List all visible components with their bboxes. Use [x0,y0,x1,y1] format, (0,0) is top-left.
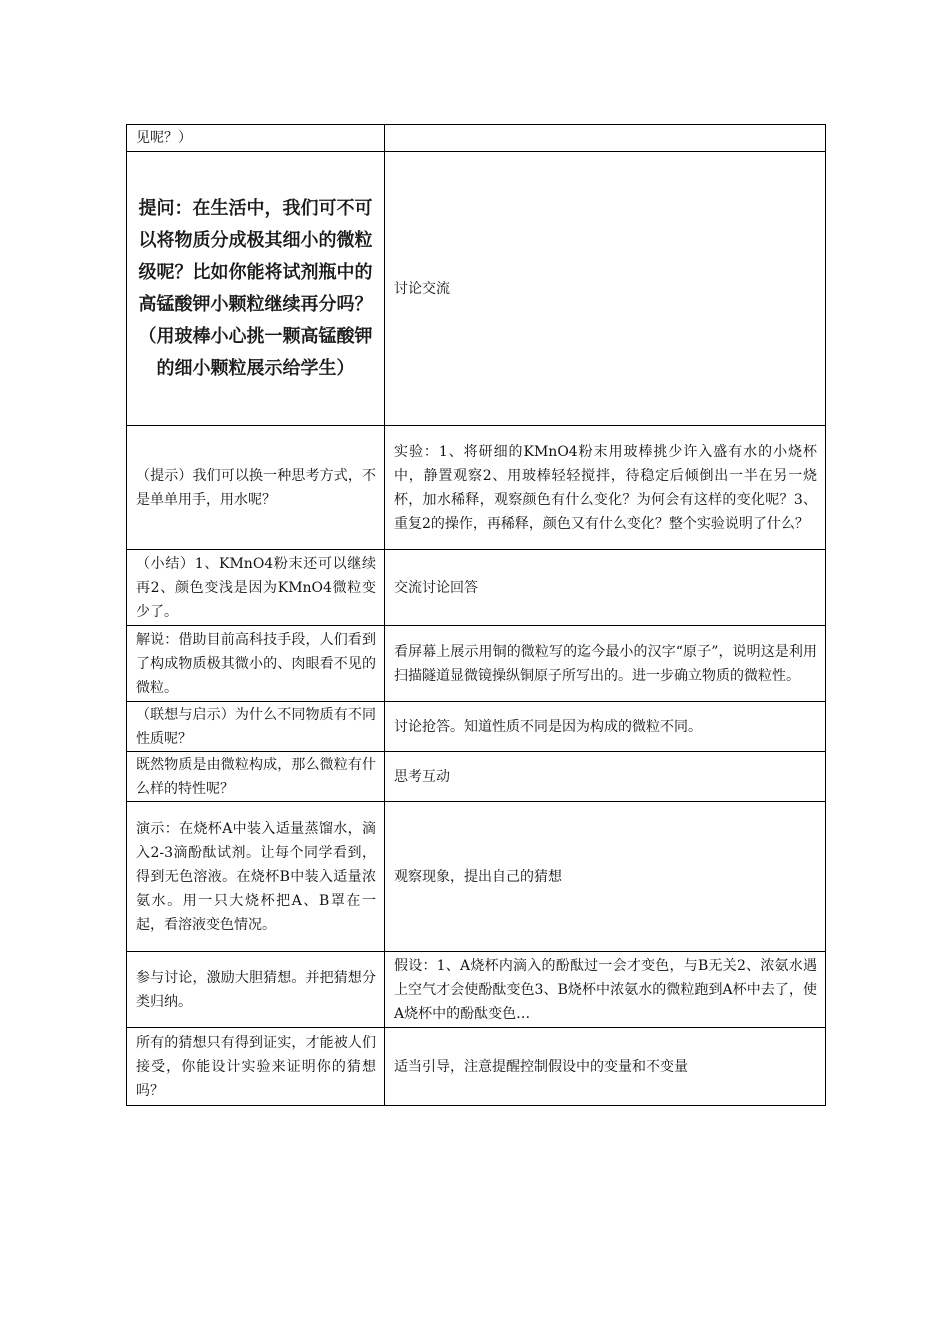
table-cell-left: 演示：在烧杯A中装入适量蒸馏水，滴入2-3滴酚酞试剂。让每个同学看到，得到无色溶液。在烧杯B中装入适量浓氨水。用一只大烧杯把A、B罩在一起，看溶液变色情况。 [127,802,385,952]
table-cell-right: 讨论抢答。知道性质不同是因为构成的微粒不同。 [385,702,826,752]
table-cell-left: 所有的猜想只有得到证实，才能被人们接受，你能设计实验来证明你的猜想吗？ [127,1028,385,1106]
table-cell-right: 讨论交流 [385,152,826,426]
table-row [127,752,826,802]
table-cell-left: 参与讨论，激励大胆猜想。并把猜想分类归纳。 [127,952,385,1028]
table-cell-right: 交流讨论回答 [385,550,826,626]
table-cell-right: 适当引导，注意提醒控制假设中的变量和不变量 [385,1028,826,1106]
table-cell-right: 看屏幕上展示用铜的微粒写的迄今最小的汉字“原子”，说明这是利用扫描隧道显微镜操纵铜原子所写出的。进一步确立物质的微粒性。 [385,626,826,702]
table-cell-left: 既然物质是由微粒构成，那么微粒有什么样的特性呢？ [127,752,385,802]
table-cell-right: 观察现象，提出自己的猜想 [385,802,826,952]
table-cell-left: 见呢？） [127,125,385,152]
table-cell-right: 实验：1、将研细的KMnO4粉末用玻棒挑少许入盛有水的小烧杯中，静置观察2、用玻棒轻轻搅拌，待稳定后倾倒出一半在另一烧杯，加水稀释，观察颜色有什么变化？为何会有这样的变化呢？3、重复2的操作，再稀释，颜色又有什么变化？整个实验说明了什么？ [385,426,826,550]
table-cell-left: 提问：在生活中，我们可不可以将物质分成极其细小的微粒级呢？比如你能将试剂瓶中的高锰酸钾小颗粒继续再分吗？（用玻棒小心挑一颗高锰酸钾的细小颗粒展示给学生） [127,152,385,426]
table-cell-left: 解说：借助目前高科技手段，人们看到了构成物质极其微小的、肉眼看不见的微粒。 [127,626,385,702]
table-cell-right [385,125,826,152]
table-cell-left: （联想与启示）为什么不同物质有不同性质呢？ [127,702,385,752]
table-row [127,125,826,152]
table-row [127,550,826,626]
lesson-table [126,124,826,1106]
table-cell-right: 思考互动 [385,752,826,802]
table-row [127,702,826,752]
table-row [127,952,826,1028]
table-row [127,802,826,952]
table-cell-left: （提示）我们可以换一种思考方式，不是单单用手，用水呢？ [127,426,385,550]
table-row [127,1028,826,1106]
table-cell-left: （小结）1、KMnO4粉末还可以继续再2、颜色变浅是因为KMnO4微粒变少了。 [127,550,385,626]
table-row [127,426,826,550]
table-cell-right: 假设：1、A烧杯内滴入的酚酞过一会才变色，与B无关2、浓氨水遇上空气才会使酚酞变色3、B烧杯中浓氨水的微粒跑到A杯中去了，使A烧杯中的酚酞变色… [385,952,826,1028]
table-row [127,626,826,702]
table-row [127,152,826,426]
